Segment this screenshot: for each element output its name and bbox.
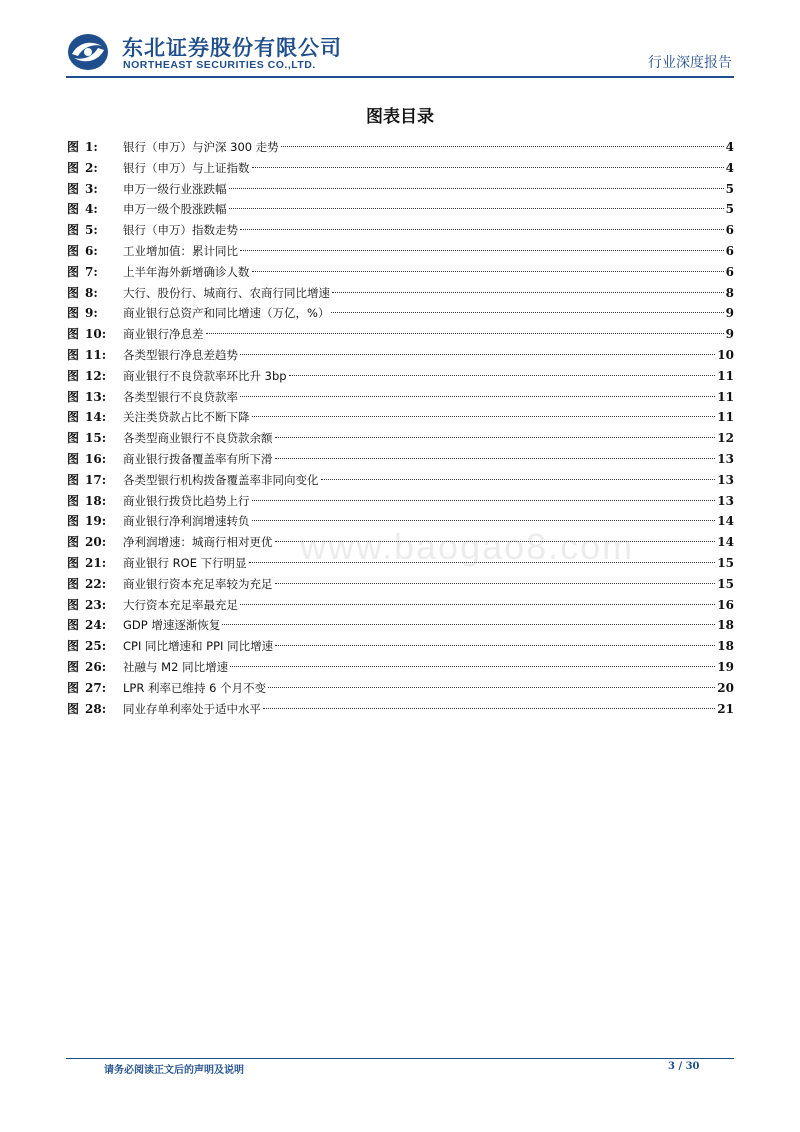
toc-entry-number: 26:: [85, 659, 107, 674]
toc-entry[interactable]: [67, 158, 734, 179]
dot-leader: [252, 520, 716, 521]
toc-entry-title: 工业增加值：累计同比: [123, 243, 239, 258]
toc-entry-page: 10: [717, 347, 734, 362]
dot-leader: [252, 167, 724, 168]
toc-entry-prefix: 图: [67, 264, 80, 279]
toc-entry-prefix: 图: [67, 347, 80, 362]
toc-entry[interactable]: [67, 449, 734, 470]
toc-entry-number: 21:: [85, 555, 107, 570]
page-number: 3 / 30: [668, 1061, 700, 1072]
dot-leader: [268, 687, 715, 688]
toc-entry-prefix: 图: [67, 306, 80, 321]
toc-entry[interactable]: [67, 615, 734, 636]
toc-entry-title: 申万一级个股涨跌幅: [123, 202, 227, 217]
dot-leader: [252, 416, 716, 417]
toc-entry-prefix: 图: [67, 431, 80, 446]
toc-entry[interactable]: [67, 657, 734, 678]
toc-entry-prefix: 图: [67, 659, 80, 674]
toc-entry-number: 5:: [85, 223, 98, 238]
toc-entry-title: 大行资本充足率最充足: [123, 597, 239, 612]
toc-entry[interactable]: [67, 220, 734, 241]
footer-divider: [66, 1058, 734, 1059]
toc-entry-prefix: 图: [67, 160, 80, 175]
toc-entry-page: 15: [717, 555, 734, 570]
toc-entry-title: 商业银行 ROE 下行明显: [123, 555, 247, 570]
dot-leader: [289, 375, 716, 376]
toc-entry-page: 14: [717, 535, 734, 550]
dot-leader: [252, 271, 724, 272]
toc-entry-title: 关注类贷款占比不断下降: [123, 410, 250, 425]
toc-entry[interactable]: [67, 324, 734, 345]
toc-entry[interactable]: [67, 699, 734, 720]
toc-entry[interactable]: [67, 470, 734, 491]
toc-entry-number: 28:: [85, 701, 107, 716]
toc-entry-page: 11: [717, 410, 734, 425]
dot-leader: [229, 188, 724, 189]
toc-entry-prefix: 图: [67, 701, 80, 716]
toc-entry-number: 12:: [85, 368, 107, 383]
toc-entry-prefix: 图: [67, 327, 80, 342]
toc-entry[interactable]: [67, 366, 734, 387]
toc-entry-number: 16:: [85, 451, 107, 466]
toc-entry-prefix: 图: [67, 680, 80, 695]
toc-entry-page: 6: [725, 223, 734, 238]
footer-disclaimer: 请务必阅读正文后的声明及说明: [104, 1065, 244, 1076]
toc-entry-page: 5: [725, 181, 734, 196]
toc-entry-prefix: 图: [67, 493, 80, 508]
dot-leader: [229, 208, 724, 209]
toc-entry[interactable]: [67, 428, 734, 449]
dot-leader: [240, 354, 715, 355]
toc-entry-title: 银行（申万）与沪深 300 走势: [123, 140, 279, 154]
toc-entry-number: 19:: [85, 514, 107, 529]
toc-entry-page: 20: [717, 680, 734, 695]
toc-entry-title: 商业银行资本充足率较为充足: [123, 576, 273, 591]
toc-entry-prefix: 图: [67, 618, 80, 633]
toc-entry-number: 24:: [85, 618, 107, 633]
toc-entry[interactable]: [67, 387, 734, 408]
toc-entry-title: 商业银行净息差: [123, 327, 204, 342]
dot-leader: [206, 333, 724, 334]
dot-leader: [240, 229, 724, 230]
toc-entry-prefix: 图: [67, 514, 80, 529]
toc-entry-number: 10:: [85, 327, 107, 342]
toc-entry-title: 商业银行拨贷比趋势上行: [123, 493, 250, 508]
toc-entry-number: 9:: [85, 306, 98, 321]
toc-entry-page: 8: [725, 285, 734, 300]
dot-leader: [240, 604, 715, 605]
toc-entry-page: 18: [717, 618, 734, 633]
dot-leader: [252, 500, 716, 501]
toc-entry-page: 11: [717, 389, 734, 404]
toc-entry-prefix: 图: [67, 389, 80, 404]
figure-table-of-contents: [67, 137, 734, 719]
toc-entry[interactable]: [67, 179, 734, 200]
company-name-cn: 东北证券股份有限公司: [122, 36, 342, 60]
toc-entry-prefix: 图: [67, 243, 80, 258]
northeast-securities-logo-icon: [66, 32, 110, 72]
toc-entry-page: 6: [725, 264, 734, 279]
toc-entry-number: 1:: [85, 140, 98, 154]
toc-entry-number: 18:: [85, 493, 107, 508]
toc-entry-prefix: 图: [67, 639, 80, 654]
toc-entry[interactable]: [67, 303, 734, 324]
toc-entry-number: 6:: [85, 243, 98, 258]
toc-entry-page: 16: [717, 597, 734, 612]
toc-entry[interactable]: [67, 262, 734, 283]
toc-entry-title: 商业银行拨备覆盖率有所下滑: [123, 451, 273, 466]
page-header: [66, 28, 734, 76]
toc-entry[interactable]: [67, 241, 734, 262]
dot-leader: [240, 250, 724, 251]
toc-entry-number: 3:: [85, 181, 98, 196]
toc-entry-number: 15:: [85, 431, 107, 446]
toc-entry[interactable]: [67, 283, 734, 304]
toc-entry-page: 19: [717, 659, 734, 674]
header-divider: [66, 76, 734, 78]
toc-entry[interactable]: [67, 137, 734, 158]
toc-entry-page: 13: [717, 472, 734, 487]
report-type-label: 行业深度报告: [648, 55, 732, 71]
toc-entry-number: 14:: [85, 410, 107, 425]
toc-entry-title: 上半年海外新增确诊人数: [123, 264, 250, 279]
toc-entry-title: 大行、股份行、城商行、农商行同比增速: [123, 285, 331, 300]
toc-entry[interactable]: [67, 574, 734, 595]
toc-entry-title: LPR 利率已维持 6 个月不变: [123, 680, 267, 695]
toc-entry[interactable]: [67, 636, 734, 657]
toc-entry-title: 各类型商业银行不良贷款余额: [123, 431, 273, 446]
toc-entry-page: 12: [717, 431, 734, 446]
dot-leader: [331, 312, 723, 313]
toc-entry-prefix: 图: [67, 140, 80, 154]
toc-entry[interactable]: [67, 345, 734, 366]
toc-entry-prefix: 图: [67, 223, 80, 238]
dot-leader: [230, 666, 715, 667]
toc-entry-number: 11:: [85, 347, 107, 362]
toc-entry-title: 净利润增速：城商行相对更优: [123, 535, 273, 550]
toc-entry-number: 2:: [85, 160, 98, 175]
toc-entry-number: 13:: [85, 389, 107, 404]
toc-entry-title: 各类型银行机构拨备覆盖率非同向变化: [123, 472, 319, 487]
toc-entry[interactable]: [67, 595, 734, 616]
toc-entry-page: 6: [725, 243, 734, 258]
toc-entry-title: GDP 增速逐渐恢复: [123, 618, 221, 633]
toc-entry[interactable]: [67, 491, 734, 512]
dot-leader: [275, 645, 715, 646]
toc-entry-prefix: 图: [67, 472, 80, 487]
toc-entry-page: 14: [717, 514, 734, 529]
toc-entry-page: 13: [717, 451, 734, 466]
dot-leader: [275, 458, 716, 459]
toc-entry[interactable]: [67, 199, 734, 220]
toc-entry-page: 4: [725, 140, 734, 154]
toc-entry-title: 各类型银行不良贷款率: [123, 389, 239, 404]
toc-entry-prefix: 图: [67, 535, 80, 550]
toc-entry-number: 27:: [85, 680, 107, 695]
toc-entry-page: 11: [717, 368, 734, 383]
toc-entry-prefix: 图: [67, 451, 80, 466]
toc-entry-title: 商业银行不良贷款率环比升 3bp: [123, 368, 287, 383]
dot-leader: [275, 437, 716, 438]
toc-entry[interactable]: [67, 678, 734, 699]
toc-entry-number: 23:: [85, 597, 107, 612]
dot-leader: [263, 708, 715, 709]
watermark: www.baogao8.com: [300, 526, 635, 567]
toc-entry-prefix: 图: [67, 597, 80, 612]
toc-entry-title: CPI 同比增速和 PPI 同比增速: [123, 639, 274, 654]
toc-entry-title: 同业存单利率处于适中水平: [123, 701, 262, 716]
toc-entry-number: 7:: [85, 264, 98, 279]
toc-entry-prefix: 图: [67, 368, 80, 383]
toc-entry-page: 18: [717, 639, 734, 654]
toc-entry-prefix: 图: [67, 410, 80, 425]
dot-leader: [281, 146, 724, 147]
toc-entry-title: 银行（申万）指数走势: [123, 223, 239, 238]
toc-entry-page: 13: [717, 493, 734, 508]
toc-entry-prefix: 图: [67, 285, 80, 300]
toc-entry-title: 申万一级行业涨跌幅: [123, 181, 227, 196]
toc-entry-number: 22:: [85, 576, 107, 591]
toc-entry-prefix: 图: [67, 576, 80, 591]
toc-entry-title: 社融与 M2 同比增速: [123, 659, 229, 674]
dot-leader: [275, 583, 716, 584]
toc-entry-number: 25:: [85, 639, 107, 654]
toc-entry-prefix: 图: [67, 202, 80, 217]
page-title: 图表目录: [366, 107, 434, 127]
dot-leader: [240, 396, 715, 397]
dot-leader: [222, 624, 715, 625]
toc-entry-page: 9: [725, 306, 734, 321]
toc-entry-page: 9: [725, 327, 734, 342]
toc-entry-prefix: 图: [67, 555, 80, 570]
toc-entry-number: 20:: [85, 535, 107, 550]
dot-leader: [332, 292, 724, 293]
toc-entry-title: 银行（申万）与上证指数: [123, 160, 250, 175]
toc-entry-title: 商业银行总资产和同比增速（万亿，%）: [123, 306, 330, 321]
toc-entry-page: 21: [717, 701, 734, 716]
toc-entry-number: 4:: [85, 202, 98, 217]
toc-entry-title: 商业银行净利润增速转负: [123, 514, 250, 529]
company-name-en: NORTHEAST SECURITIES CO.,LTD.: [123, 59, 316, 71]
toc-entry-title: 各类型银行净息差趋势: [123, 347, 239, 362]
toc-entry-page: 5: [725, 202, 734, 217]
toc-entry-page: 4: [725, 160, 734, 175]
toc-entry-number: 17:: [85, 472, 107, 487]
dot-leader: [321, 479, 716, 480]
toc-entry-page: 15: [717, 576, 734, 591]
toc-entry-prefix: 图: [67, 181, 80, 196]
toc-entry[interactable]: [67, 407, 734, 428]
toc-entry-number: 8:: [85, 285, 98, 300]
